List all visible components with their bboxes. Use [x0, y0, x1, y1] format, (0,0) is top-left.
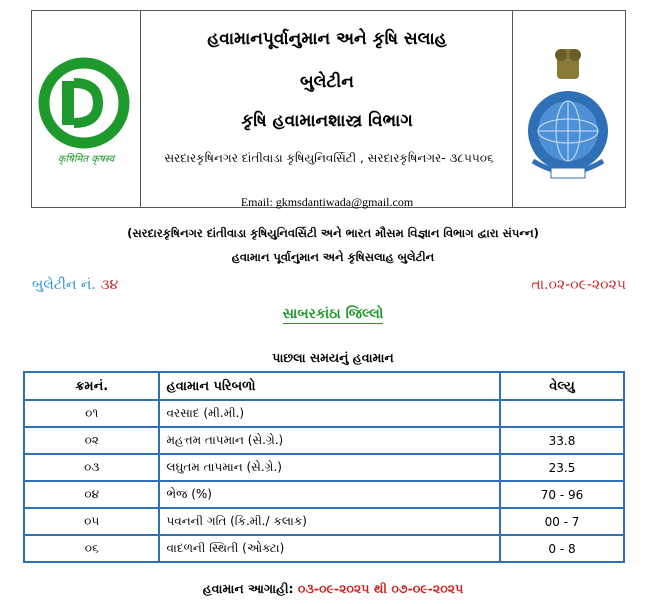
header-email: Email: gkmsdantiwada@gmail.com — [240, 195, 414, 209]
header-department: કૃષિ હવામાનશાસ્ત્ર વિભાગ — [241, 111, 413, 131]
row-serial: ૦૪ — [24, 481, 159, 508]
past-weather-table — [23, 371, 625, 563]
collaboration-note: (સરદારકૃષિનગર દાંતીવાડા કૃષિયુનિવર્સિટી અને ભારત મૌસમ વિજ્ઞાન વિભાગ દ્વારા સંપન્ન) — [127, 226, 539, 240]
table-row — [24, 508, 624, 535]
bulletin-number-label: બુલેટીન નં. — [32, 277, 96, 293]
row-serial: ૦૨ — [24, 427, 159, 454]
row-serial: ૦૬ — [24, 535, 159, 562]
table-row — [24, 535, 624, 562]
district-name — [0, 306, 666, 322]
header-bulletin: બુલેટીન — [300, 72, 354, 92]
row-serial: ૦૫ — [24, 508, 159, 535]
row-value: 23.5 — [500, 454, 624, 481]
bulletin-number-value: ૩૪ — [100, 277, 119, 293]
table-row — [24, 427, 624, 454]
row-value: 70 - 96 — [500, 481, 624, 508]
forecast-date-range: ૦૩-૦૯-૨૦૨૫ થી ૦૭-૦૯-૨૦૨૫ — [297, 581, 464, 596]
logo-caption: कृषिमित कृषस्व — [57, 154, 115, 165]
imd-seal-icon — [513, 11, 625, 207]
district-name-text: સાબરકાંઠા જિલ્લો — [282, 306, 384, 322]
header-title: હવામાનપૂર્વાનુમાન અને કૃષિ સલાહ — [207, 29, 447, 49]
university-logo — [32, 11, 141, 207]
column-header-serial: ક્રમનં. — [24, 372, 159, 400]
row-parameter: પવનની ગતિ (કિ.મી./ કલાક) — [159, 508, 500, 535]
table-row — [24, 400, 624, 427]
table-row — [24, 481, 624, 508]
row-parameter: વાદળની સ્થિતી (ઓક્ટા) — [159, 535, 500, 562]
row-parameter: મહત્તમ તાપમાન (સે.ગ્રે.) — [159, 427, 500, 454]
row-parameter: ભેજ (%) — [159, 481, 500, 508]
row-serial: ૦૧ — [24, 400, 159, 427]
row-parameter: વરસાદ (મી.મી.) — [159, 400, 500, 427]
row-value: 33.8 — [500, 427, 624, 454]
bulletin-number — [32, 277, 118, 293]
forecast-line — [0, 581, 666, 597]
column-header-parameter: હવામાન પરિબળો — [159, 372, 500, 400]
header-title-block — [141, 11, 513, 207]
row-serial: ૦૩ — [24, 454, 159, 481]
table-header-row — [24, 372, 624, 400]
row-value — [500, 400, 624, 427]
column-header-value: વેલ્યુ — [500, 372, 624, 400]
row-value: 00 - 7 — [500, 508, 624, 535]
bulletin-subtitle: હવામાન પૂર્વાનુમાન અને કૃષિસલાહ બુલેટીન — [231, 250, 435, 264]
bulletin-date: તા.૦૨-૦૯-૨૦૨૫ — [531, 277, 626, 293]
header-box — [31, 10, 626, 208]
forecast-label: હવામાન આગાહી: — [202, 581, 294, 596]
imd-seal — [512, 11, 625, 207]
row-parameter: લઘુતમ તાપમાન (સે.ગ્રે.) — [159, 454, 500, 481]
table-row — [24, 454, 624, 481]
header-address: સરદારકૃષિનગર દાંતીવાડા કૃષિયુનિવર્સિટી , સરદારકૃષિનગર- ૩૮૫૫૦૬ — [164, 151, 494, 165]
past-weather-heading: પાછલા સમયનું હવામાન — [272, 350, 394, 365]
row-value: 0 - 8 — [500, 535, 624, 562]
university-logo-icon — [32, 11, 140, 207]
